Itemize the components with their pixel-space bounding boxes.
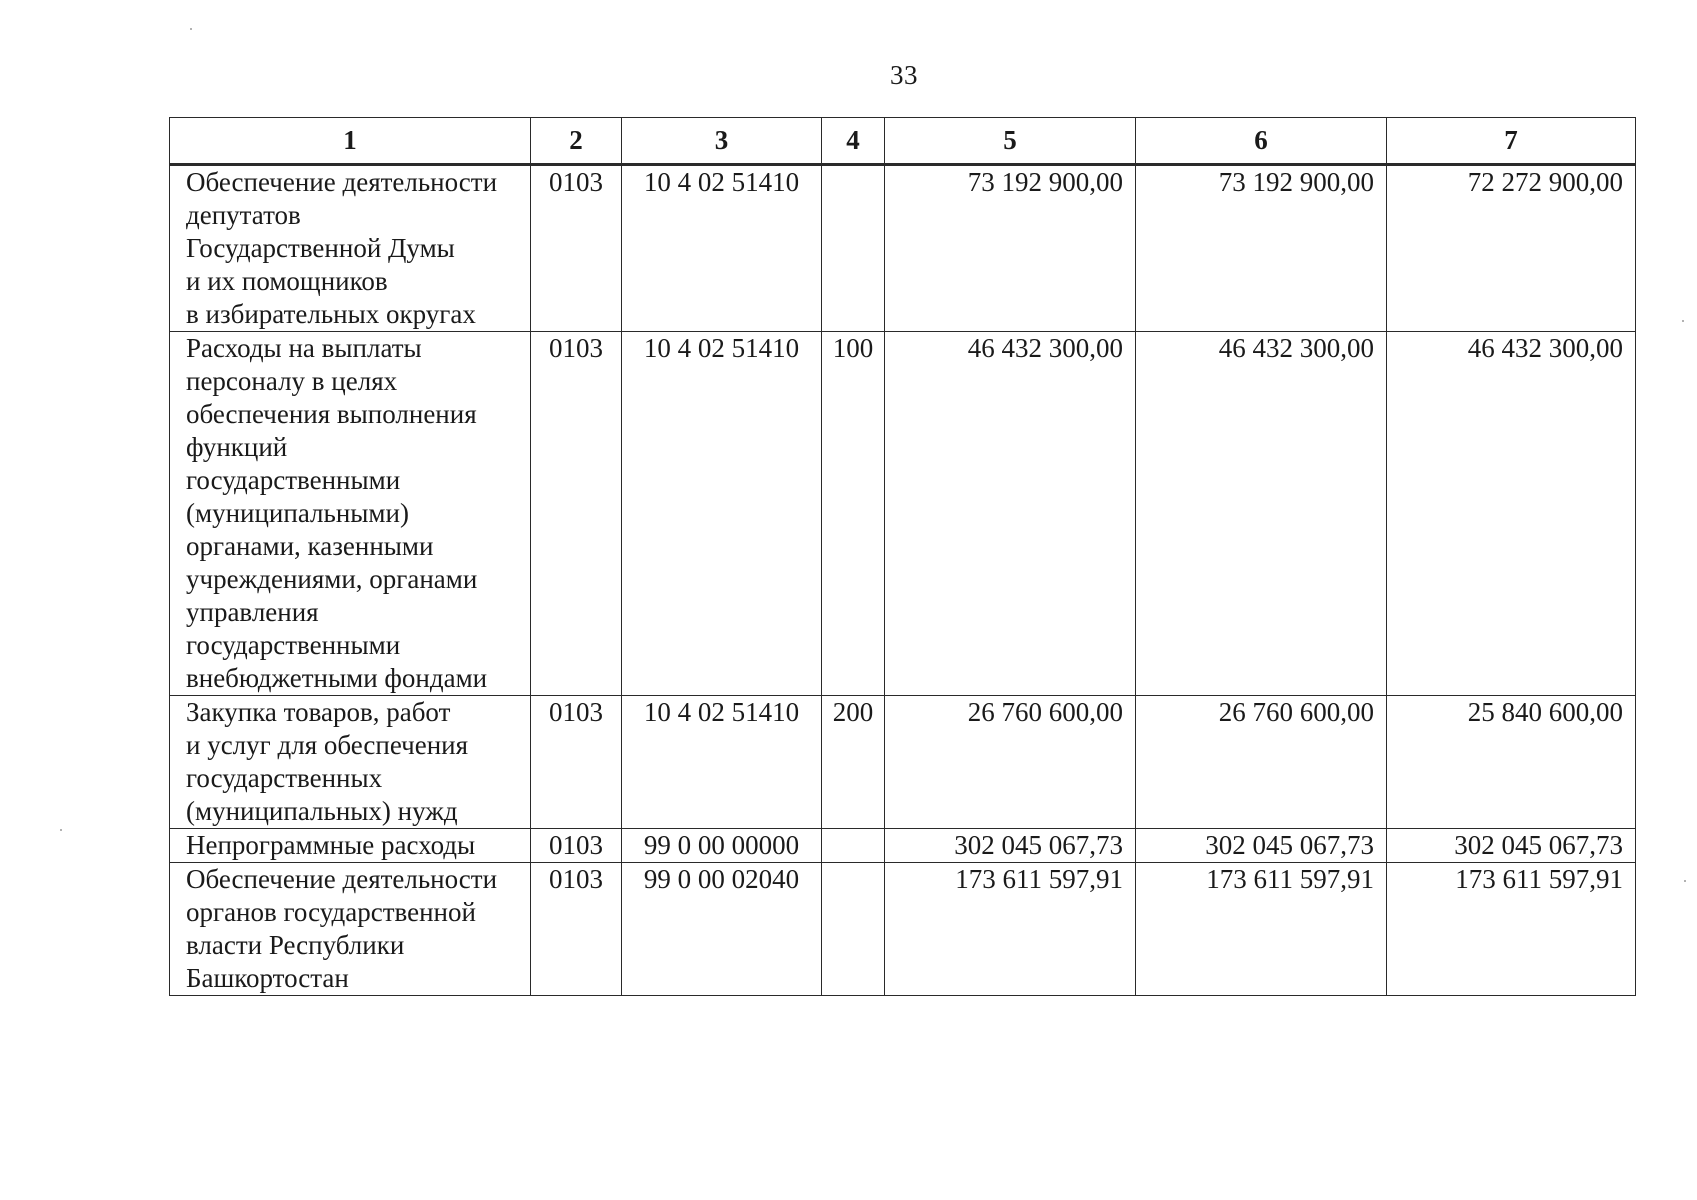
amount-cell-6: 173 611 597,91	[1136, 863, 1387, 996]
name-line: (муниципальных) нужд	[186, 796, 458, 826]
row-name-cell	[170, 332, 531, 696]
column-header: 3	[622, 118, 822, 165]
name-line: депутатов	[186, 200, 301, 230]
amount-cell-7: 25 840 600,00	[1387, 696, 1636, 829]
name-line: власти Республики	[186, 930, 405, 960]
amount-cell-7: 46 432 300,00	[1387, 332, 1636, 696]
page-number: 33	[890, 60, 918, 90]
amount-cell-7: 72 272 900,00	[1387, 165, 1636, 332]
expense-type-cell	[822, 863, 885, 996]
column-header: 6	[1136, 118, 1387, 165]
name-line: Обеспечение деятельности	[186, 167, 498, 197]
table-row	[170, 863, 1636, 996]
name-line: государственными	[186, 465, 401, 495]
amount-cell-5: 173 611 597,91	[885, 863, 1136, 996]
section-cell: 0103	[531, 863, 622, 996]
name-line: управления	[186, 597, 319, 627]
row-name-cell	[170, 829, 531, 863]
name-line: внебюджетными фондами	[186, 663, 488, 693]
name-line: обеспечения выполнения	[186, 399, 477, 429]
budget-table	[169, 117, 1636, 996]
amount-cell-6: 302 045 067,73	[1136, 829, 1387, 863]
amount-cell-5: 46 432 300,00	[885, 332, 1136, 696]
header-row	[170, 118, 1636, 165]
table-row	[170, 332, 1636, 696]
name-line: функций	[186, 432, 288, 462]
section-cell: 0103	[531, 165, 622, 332]
name-line: в избирательных округах	[186, 299, 476, 329]
name-line: и услуг для обеспечения	[186, 730, 469, 760]
scan-speck	[60, 829, 62, 831]
table-header	[170, 118, 1636, 165]
target-article-cell: 10 4 02 51410	[622, 696, 822, 829]
target-article-cell: 10 4 02 51410	[622, 332, 822, 696]
target-article-cell: 99 0 00 00000	[622, 829, 822, 863]
expense-type-cell	[822, 829, 885, 863]
expense-type-cell	[822, 165, 885, 332]
scan-speck	[190, 28, 192, 30]
expense-type-cell: 200	[822, 696, 885, 829]
expense-type-cell: 100	[822, 332, 885, 696]
amount-cell-6: 26 760 600,00	[1136, 696, 1387, 829]
name-line: (муниципальными)	[186, 498, 409, 528]
column-header: 4	[822, 118, 885, 165]
name-line: учреждениями, органами	[186, 564, 478, 594]
row-name-cell	[170, 863, 531, 996]
amount-cell-6: 46 432 300,00	[1136, 332, 1387, 696]
scan-speck	[1684, 880, 1686, 882]
column-header: 5	[885, 118, 1136, 165]
amount-cell-5: 26 760 600,00	[885, 696, 1136, 829]
scan-speck	[1682, 320, 1684, 322]
name-line: Непрограммные расходы	[186, 830, 476, 860]
section-cell: 0103	[531, 696, 622, 829]
name-line: Башкортостан	[186, 963, 349, 993]
table-row	[170, 829, 1636, 863]
column-header: 7	[1387, 118, 1636, 165]
amount-cell-7: 302 045 067,73	[1387, 829, 1636, 863]
row-name-cell	[170, 165, 531, 332]
name-line: органов государственной	[186, 897, 476, 927]
column-header: 2	[531, 118, 622, 165]
name-line: органами, казенными	[186, 531, 434, 561]
row-name-cell	[170, 696, 531, 829]
section-cell: 0103	[531, 829, 622, 863]
amount-cell-7: 173 611 597,91	[1387, 863, 1636, 996]
section-cell: 0103	[531, 332, 622, 696]
table-row	[170, 165, 1636, 332]
name-line: государственными	[186, 630, 401, 660]
table-row	[170, 696, 1636, 829]
amount-cell-6: 73 192 900,00	[1136, 165, 1387, 332]
name-line: и их помощников	[186, 266, 388, 296]
table-body	[170, 165, 1636, 996]
name-line: Расходы на выплаты	[186, 333, 422, 363]
amount-cell-5: 73 192 900,00	[885, 165, 1136, 332]
amount-cell-5: 302 045 067,73	[885, 829, 1136, 863]
column-header: 1	[170, 118, 531, 165]
name-line: Государственной Думы	[186, 233, 455, 263]
name-line: Обеспечение деятельности	[186, 864, 498, 894]
target-article-cell: 10 4 02 51410	[622, 165, 822, 332]
name-line: Закупка товаров, работ	[186, 697, 451, 727]
name-line: персоналу в целях	[186, 366, 398, 396]
target-article-cell: 99 0 00 02040	[622, 863, 822, 996]
name-line: государственных	[186, 763, 383, 793]
